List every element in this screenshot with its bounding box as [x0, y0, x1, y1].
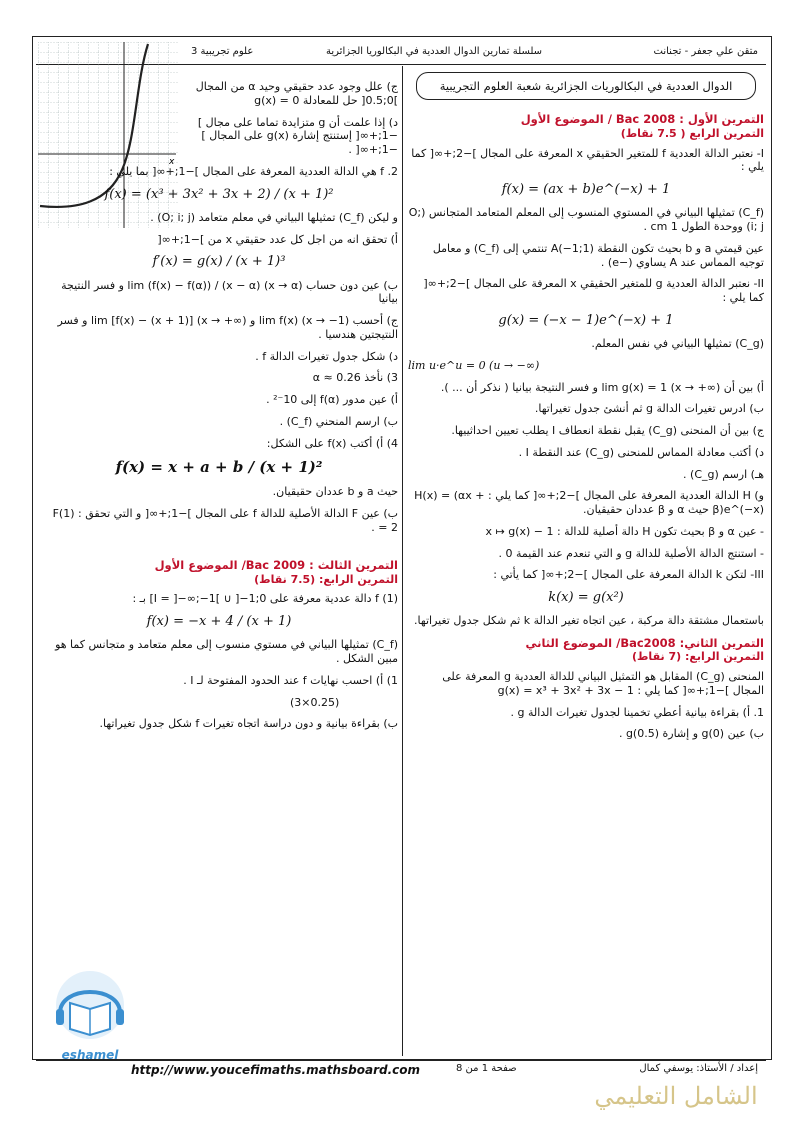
ex3-formula-f: f(x) = −x + 4 / (x + 1) [146, 614, 292, 630]
page-footer [36, 1060, 766, 1077]
header-class: 3 علوم تجريبية [191, 46, 254, 57]
ex2-formula-f: f(x) = (x³ + 3x² + 3x + 2) / (x + 1)² [104, 186, 334, 202]
footer-author: إعداد / الأستاذ: يوسفي كمال [639, 1063, 758, 1074]
ex1-question-ab: عين قيمتي a و b بحيث تكون النقطة A(−1;1) تنتمي إلى (C_f) و معامل توجيه المماس عند A يساوي (−e) . [432, 241, 764, 269]
ex2-question-4b: ب) عين F الدالة الأصلية للدالة f على المجال ]−1;+∞[ و التي تحقق : F(1) = 2 . [52, 506, 398, 534]
ex1-question-variations: ب) ادرس تغيرات الدالة g ثم أنشئ جدول تغيراتها. [534, 402, 764, 416]
ex2-curve-text: و ليكن (C_f) تمثيلها البياني في معلم متعامد (O; i; j) . [150, 210, 398, 224]
ex1-part-1: I- نعتبر الدالة العددية f للمتغير الحقيقي x المعرفة على المجال ]−2;+∞[ كما يلي : [411, 146, 764, 174]
ex2-question-3a: أ) عين مدور f(α) إلى 10⁻² . [266, 393, 398, 406]
exercise-3-subtitle: التمرين الرابع: (7.5 نقاط) [254, 572, 398, 586]
exercise-1-subtitle: التمرين الرابع ( 7.5 نقاط) [620, 126, 764, 140]
ex1-formula-f: f(x) = (ax + b)e^(−x) + 1 [501, 182, 671, 197]
ex1-question-primitive: - استنتج الدالة الأصلية للدالة g و التي تنعدم عند القيمة 0 . [498, 546, 764, 560]
ex2-intro: المنحنى (C_g) المقابل هو التمثيل البياني للدالة العددية g المعرفة على المجال ]−1;+∞[ كما يلي : g(x) = x³ + 3x² + 3x − 1 [442, 670, 764, 697]
ex3-points: (3×0.25) [290, 695, 340, 709]
ex1-curve-text: (C_f) تمثيلها البياني في المستوي المنسوب إلى المعلم المتعامد المتجانس (O; i; j) ووحدة الطول 1 cm . [408, 206, 764, 233]
limit-reminder: lim u·e^u = 0 (u → −∞) [408, 358, 540, 372]
ex1-question-draw: هـ) ارسم (C_g) . [683, 467, 764, 481]
graph-x-label: x [169, 157, 175, 167]
ex2-formula-fprime: f′(x) = g(x) / (x + 1)³ [152, 254, 286, 270]
ex3-question-1b: ب) بقراءة بيانية و دون دراسة اتجاه تغيرات f شكل جدول تغيراتها. [99, 717, 398, 731]
right-column [408, 70, 764, 749]
ex1-formula-k: k(x) = g(x²) [548, 590, 624, 605]
ex3-question-1a: 1) أ) احسب نهايات f عند الحدود المفتوحة لـ I . [183, 673, 398, 687]
logo-text: eshamel [61, 1048, 119, 1062]
header-series: سلسلة تمارين الدوال العددية في البكالوريا الجزائرية [326, 46, 543, 57]
ex2-question-4a-note: حيث a و b عددان حقيقيان. [272, 485, 398, 498]
ex2-question-2c: ج) أحسب lim f(x) (x → −1) و lim [f(x) − (x + 1)] (x → +∞) و فسر النتيجتين هندسيا . [57, 314, 398, 341]
ex2-formula-decomposition: f(x) = x + a + b / (x + 1)² [115, 458, 323, 477]
ex2-question-3b: ب) ارسم المنحني (C_f) . [279, 414, 398, 428]
exercise-1-title: التمرين الأول : Bac 2008 / الموضوع الأول [520, 112, 764, 127]
ex1-question-H: و) H الدالة العددية المعرفة على المجال ]−2;+∞[ كما يلي : H(x) = (αx + β)e^(−x) حيث α و β عددان حقيقيان. [414, 489, 764, 516]
exercise-2-title: التمرين الثاني: Bac2008/ الموضوع الثاني [525, 636, 764, 650]
footer-page-number: صفحة 1 من 8 [456, 1063, 517, 1074]
ex1-curve-g-text: (C_g) تمثيلها البياني في نفس المعلم. [591, 337, 764, 350]
ex2-question-1b: ب) عين g(0) و إشارة g(0.5) . [618, 727, 764, 741]
ex2-question-1c: ج) علل وجود عدد حقيقي وحيد α من المجال ]0;0.5[ حل للمعادلة g(x) = 0 [195, 80, 398, 107]
brand-watermark: الشامل التعليمي [594, 1082, 758, 1110]
ex1-question-k: باستعمال مشتقة دالة مركبة ، عين اتجاه تغير الدالة k ثم شكل جدول تغيراتها. [414, 614, 764, 628]
ex1-formula-g: g(x) = (−x − 1)e^(−x) + 1 [498, 312, 674, 328]
ex1-question-tangent: د) أكتب معادلة المماس للمنحنى (C_g) عند النقطة I . [518, 445, 764, 459]
ex1-part-3: III- لتكن k الدالة المعرفة على المجال ]−2;+∞[ كما يأتي : [493, 568, 764, 582]
exercise-2-subtitle: التمرين الرابع: (7 نقاط) [631, 650, 764, 664]
ex1-question-inflection: ج) بين أن المنحنى (C_g) يقبل نقطة انعطاف I يطلب تعيين احداثييها. [451, 424, 764, 437]
footer-url[interactable]: http://www.youcefimaths.mathsboard.com [131, 1063, 420, 1077]
exercise-3-title: التمرين الثالث : Bac 2009/ الموضوع الأول [154, 558, 398, 573]
ex2-part-2: 2. f هي الدالة العددية المعرفة على المجال ]−1;+∞[ بما يلي : [109, 164, 398, 178]
ex2-question-4a: 4) أ) أكتب f(x) على الشكل: [266, 436, 398, 450]
ex2-question-2d: د) شكل جدول تغيرات الدالة f . [255, 349, 398, 363]
ex1-part-2: II- نعتبر الدالة العددية g للمتغير الحقيقي x المعرفة على المجال ]−2;+∞[ كما يلي : [423, 277, 764, 304]
series-title-box: الدوال العددية في البكالوريات الجزائرية شعبة العلوم التجريبية [416, 72, 756, 100]
ex2-question-1a: 1. أ) بقراءة بيانية أعطي تخمينا لجدول تغيرات الدالة g . [510, 705, 764, 719]
ex2-question-2b: ب) عين دون حساب lim (f(x) − f(α)) / (x − α) (x → α) و فسر النتيجة بيانيا [61, 278, 398, 306]
column-divider [402, 66, 403, 1056]
ex1-question-limit: أ) بين أن lim g(x) = 1 (x → +∞) و فسر النتيجة بيانيا ( نذكر أن ... ). [440, 380, 764, 394]
ex1-question-alpha-beta: - عين α و β بحيث تكون H دالة أصلية للدالة : x ↦ g(x) − 1 [485, 524, 764, 538]
ex2-question-1d: د) إذا علمت أن g متزايدة تماما على مجال ]−1;+∞[ إستنتج إشارة g(x) على المجال ]−1;+∞[ . [197, 115, 398, 156]
ex3-intro: f (1) دالة عددية معرفة على I = ]−∞;−1[ ∪ ]−1;0] بـ : [132, 592, 398, 606]
ex2-question-2a: أ) تحقق انه من اجل كل عدد حقيقي x من ]−1;+∞[ [157, 232, 398, 246]
eshamel-logo [46, 965, 134, 1065]
ex2-question-3: 3) نأخذ α ≈ 0.26 [312, 371, 398, 385]
left-column [40, 80, 398, 739]
ex3-curve-text: (C_f) تمثيلها البياني في مستوي منسوب إلى معلم متعامد و متجانس كما هو مبين الشكل . [55, 638, 398, 666]
header-school: متقن علي جعفر - تجنانت [653, 46, 758, 57]
